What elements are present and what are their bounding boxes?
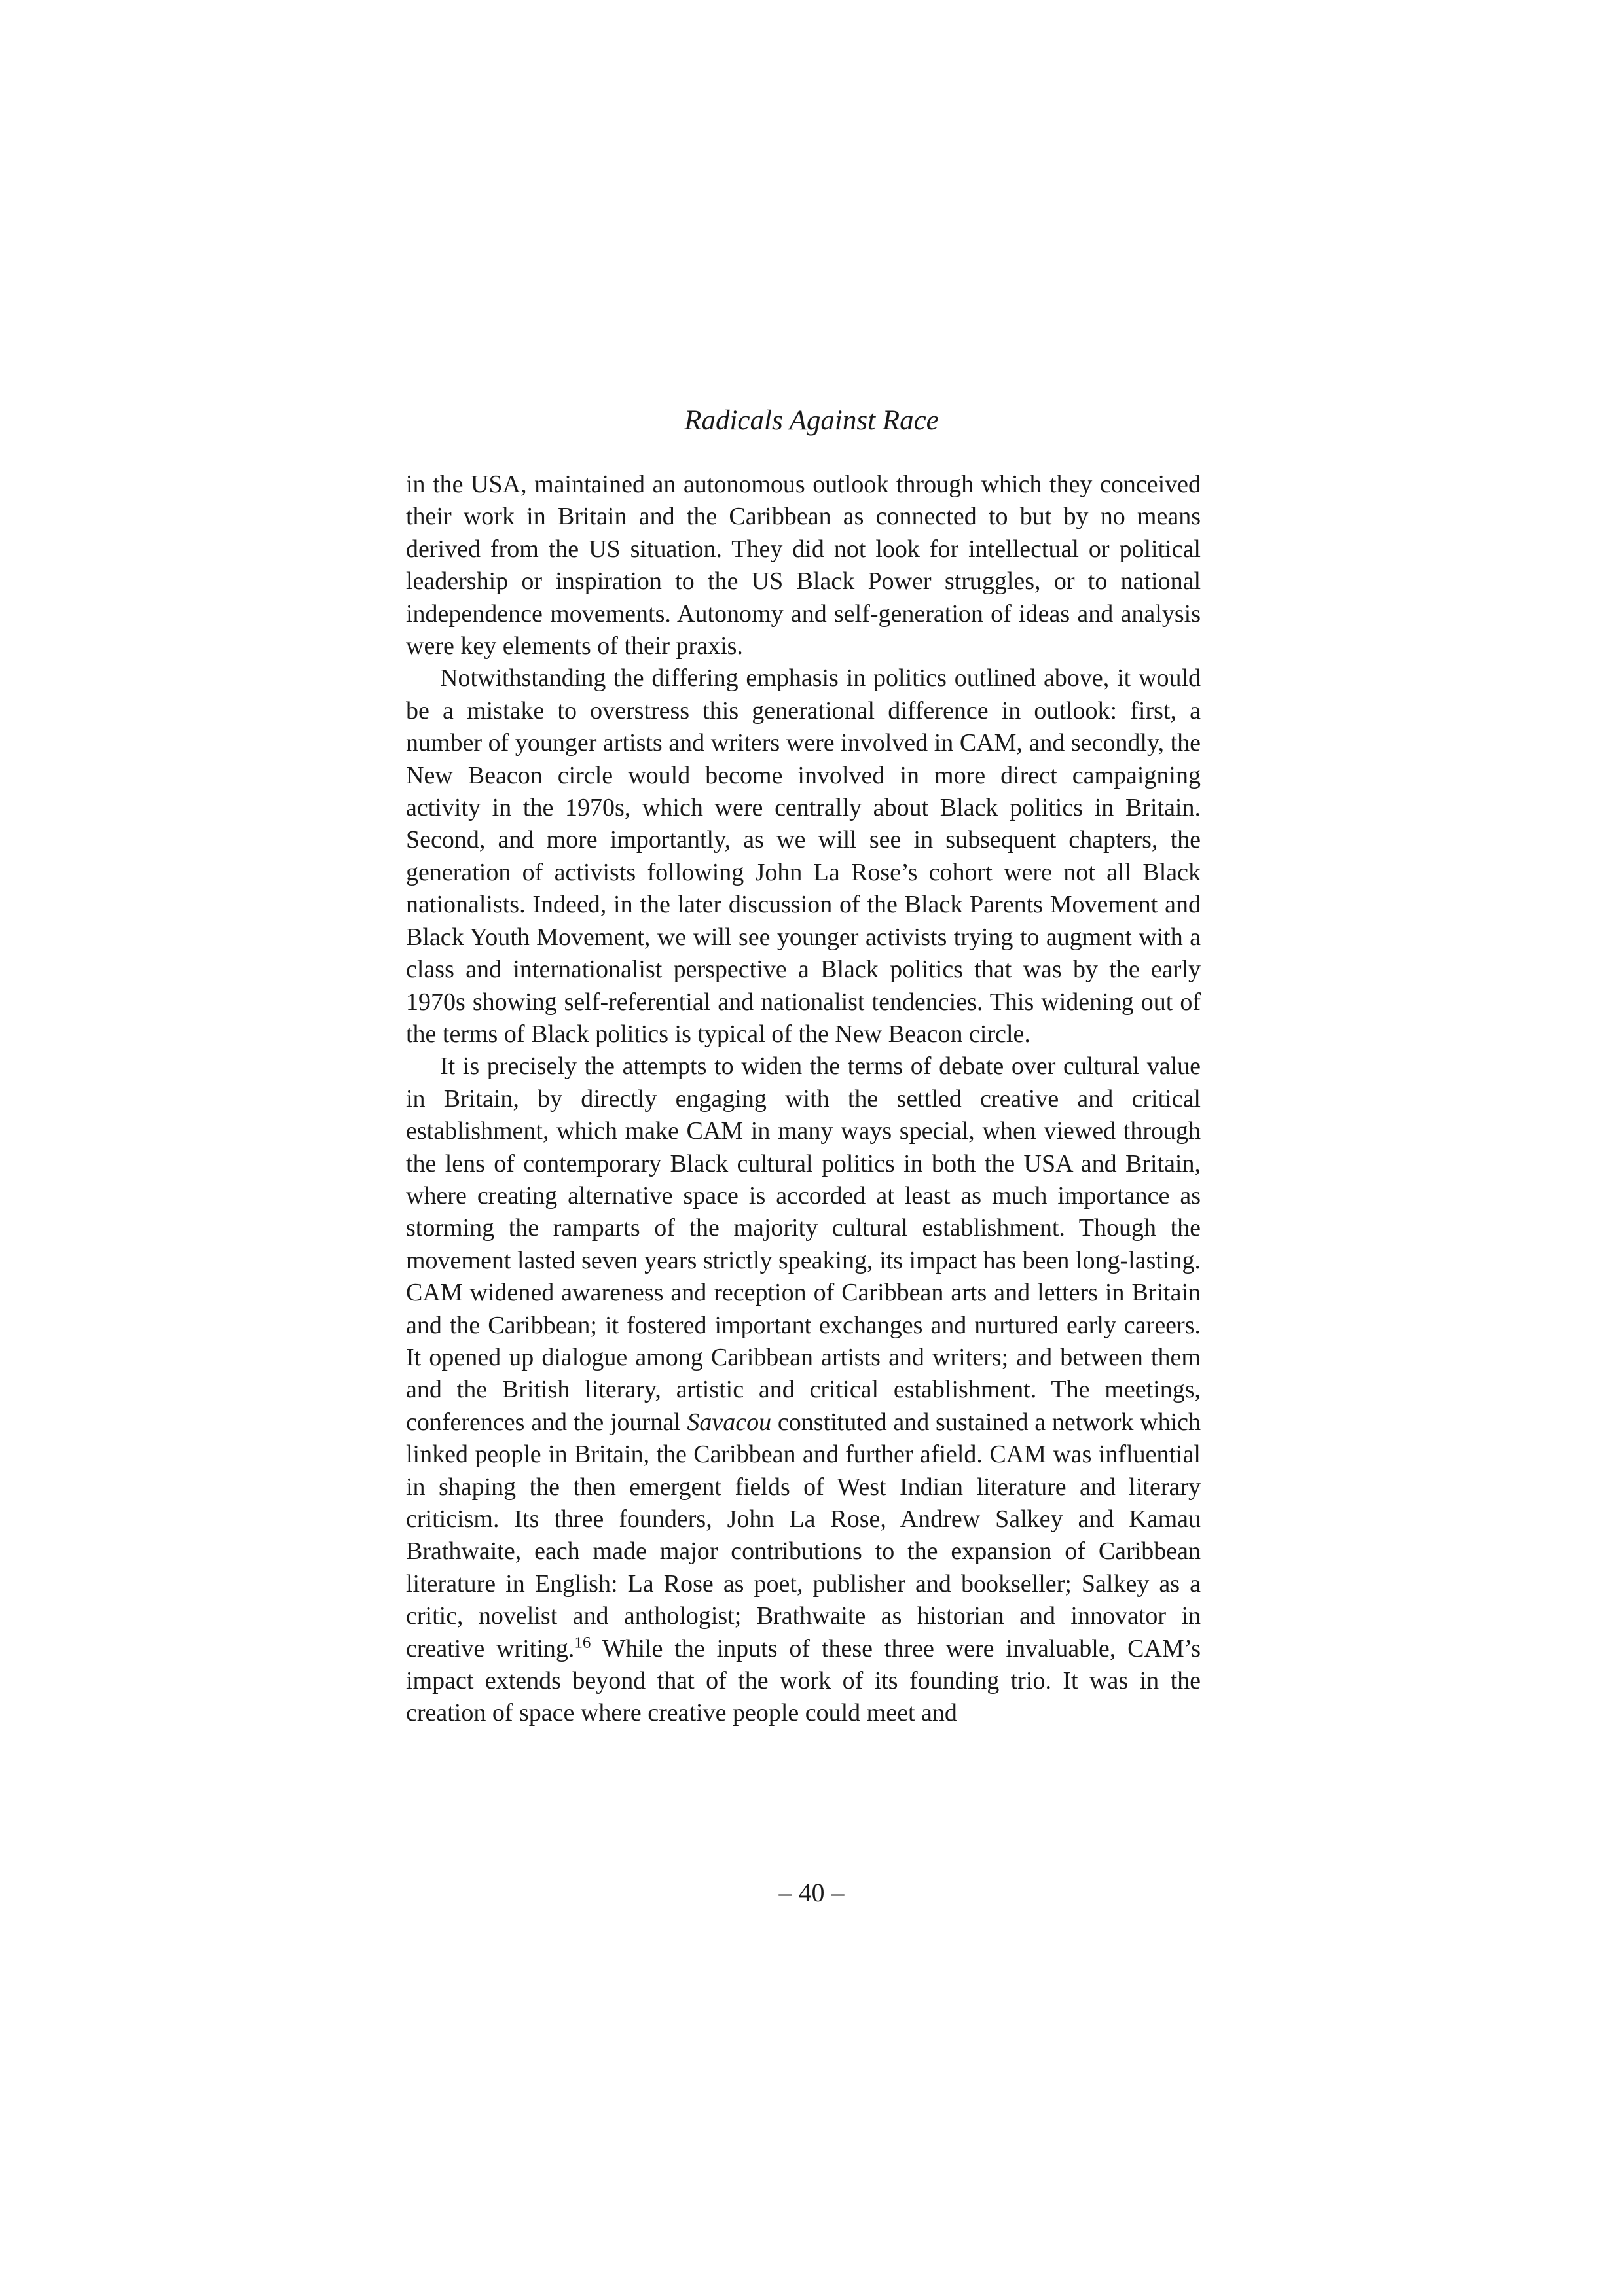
body-text xyxy=(406,469,1201,1730)
paragraph-continued: in the USA, maintained an autonomous outlook through which they conceived their work in Britain and the Caribbean as connected to but by no means derived from the US situation. They did not look for intellectual or political leadership or inspiration to the US Black Power struggles, or to national independence movements. Autonomy and self-generation of ideas and analysis were key elements of their praxis. xyxy=(406,471,1201,660)
paragraph-text: It is precisely the attempts to widen the terms of debate over cultural value in Britain, by directly engaging with the settled creative and critical establishment, which make CAM in many ways special, when viewed through the lens of contemporary Black cultural politics in both the USA and Britain, where creating alternative space is accorded at least as much importance as storming the ramparts of the majority cultural establishment. Though the movement lasted seven years strictly speaking, its impact has been long-lasting. CAM widened awareness and reception of Caribbean arts and letters in Britain and the Caribbean; it fostered important exchanges and nurtured early careers. It opened up dialogue among Caribbean artists and writers; and between them and the British literary, artistic and critical establishment. The meetings, conferences and the journal xyxy=(406,1052,1201,1436)
running-head-title: Radicals Against Race xyxy=(684,405,939,436)
paragraph-cam-impact xyxy=(406,1050,1201,1730)
paragraph-text: While the inputs of these three were invaluable, CAM’s impact extends beyond that of the work of its founding trio. It was in the creation of space where creative people could meet and xyxy=(406,1634,1201,1727)
paragraph-generational-difference: Notwithstanding the differing emphasis in politics outlined above, it would be a mistake to overstress this generational difference in outlook: first, a number of younger artists and writers were involved in CAM, and secondly, the New Beacon circle would become involved in more direct campaigning activity in the 1970s, which were centrally about Black politics in Britain. Second, and more importantly, as we will see in subsequent chapters, the generation of activists following John La Rose’s cohort were not all Black nationalists. Indeed, in the later discussion of the Black Parents Movement and Black Youth Movement, we will see younger activists trying to augment with a class and internationalist perspective a Black politics that was by the early 1970s showing self-referential and nationalist tendencies. This widening out of the terms of Black politics is typical of the New Beacon circle. xyxy=(406,664,1201,1048)
paragraph-text: constituted and sustained a network which linked people in Britain, the Caribbean and further afield. CAM was influential in shaping the then emergent fields of West Indian literature and literary criticism. Its three founders, John La Rose, Andrew Salkey and Kamau Brathwaite, each made major contributions to the expansion of Caribbean literature in English: La Rose as poet, publisher and bookseller; Salkey as a critic, novelist and anthologist; Brathwaite as historian and innovator in creative writing. xyxy=(406,1408,1201,1662)
journal-title: Savacou xyxy=(687,1408,772,1436)
footnote-marker: 16 xyxy=(574,1633,591,1651)
page-number: – 40 – xyxy=(778,1878,845,1907)
